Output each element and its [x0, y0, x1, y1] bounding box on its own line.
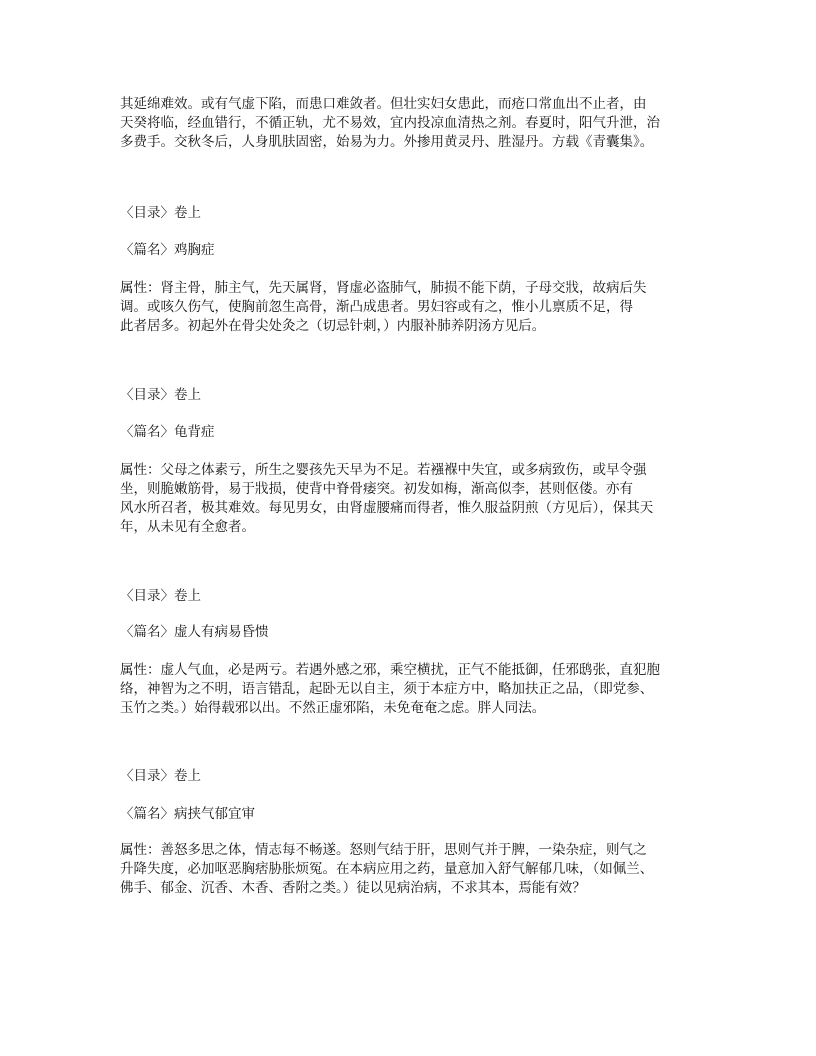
text-line: 其延绵难效。或有气虚下陷，而患口难敛者。但壮实妇女患此，而疮口常血出不止者，由 — [120, 96, 647, 112]
text-line: 风水所召者，极其难效。每见男女，由肾虚腰痛而得者，惟久服益阴煎（方见后），保其天 — [120, 500, 654, 516]
section-body — [120, 279, 647, 336]
section-body — [120, 661, 660, 718]
section-body — [120, 461, 653, 537]
text-line: 属性：肾主骨，肺主气，先天属肾，肾虚必盗肺气，肺损不能下荫，子母交戕，故病后失 — [120, 280, 647, 296]
text-line: 坐，则脆嫩筋骨，易于戕损，使背中脊骨痿突。初发如梅，渐高似李，甚则伛偻。亦有 — [120, 481, 633, 497]
text-line: 佛手、郁金、沉香、木香、香附之类。）徒以见病治病，不求其本，焉能有效？ — [120, 880, 586, 896]
section-body — [120, 841, 653, 898]
text-line: 升降失度，必加呕恶胸痞胁胀烦冤。在本病应用之药，量意加入舒气解郁几味，（如佩兰、 — [120, 861, 654, 877]
text-line: 多费手。交秋冬后，人身肌肤固密，始易为力。外掺用黄灵丹、胜湿丹。方载《青囊集》。 — [120, 134, 654, 150]
section-title: 〈篇名〉虚人有病易昏愦 — [120, 624, 269, 640]
text-line: 属性：虚人气血，必是两亏。若遇外感之邪，乘空横扰，正气不能抵御，任邪鸱张，直犯胞 — [120, 662, 660, 678]
catalog-label: 〈目录〉卷上 — [120, 387, 201, 403]
section-title: 〈篇名〉病挟气郁宜审 — [120, 806, 255, 822]
section-title: 〈篇名〉鸡胸症 — [120, 242, 215, 258]
text-line: 属性：善怒多思之体，情志每不畅遂。怒则气结于肝，思则气并于脾，一染杂症，则气之 — [120, 842, 647, 858]
text-line: 天癸将临，经血错行，不循正轨，尤不易效，宜内投凉血清热之剂。春夏时，阳气升泄，治 — [120, 115, 660, 131]
text-line: 属性：父母之体素亏，所生之婴孩先天早为不足。若襁褓中失宜，或多病致伤，或早令强 — [120, 462, 647, 478]
text-line: 玉竹之类。）始得载邪以出。不然正虚邪陷，未免奄奄之虑。胖人同法。 — [120, 700, 546, 716]
text-line: 调。或咳久伤气，使胸前忽生高骨，渐凸成患者。男妇容或有之，惟小儿禀质不足，得 — [120, 299, 633, 315]
text-line: 此者居多。初起外在骨尖处灸之（切忌针刺，）内服补肺养阴汤方见后。 — [120, 318, 546, 334]
catalog-label: 〈目录〉卷上 — [120, 768, 201, 784]
catalog-label: 〈目录〉卷上 — [120, 588, 201, 604]
text-line: 年，从未见有全愈者。 — [120, 519, 255, 535]
intro-paragraph — [120, 95, 660, 152]
catalog-label: 〈目录〉卷上 — [120, 205, 201, 221]
section-title: 〈篇名〉龟背症 — [120, 424, 215, 440]
text-line: 络，神智为之不明，语言错乱，起卧无以自主，须于本症方中，略加扶正之品，（即党参、 — [120, 681, 654, 697]
